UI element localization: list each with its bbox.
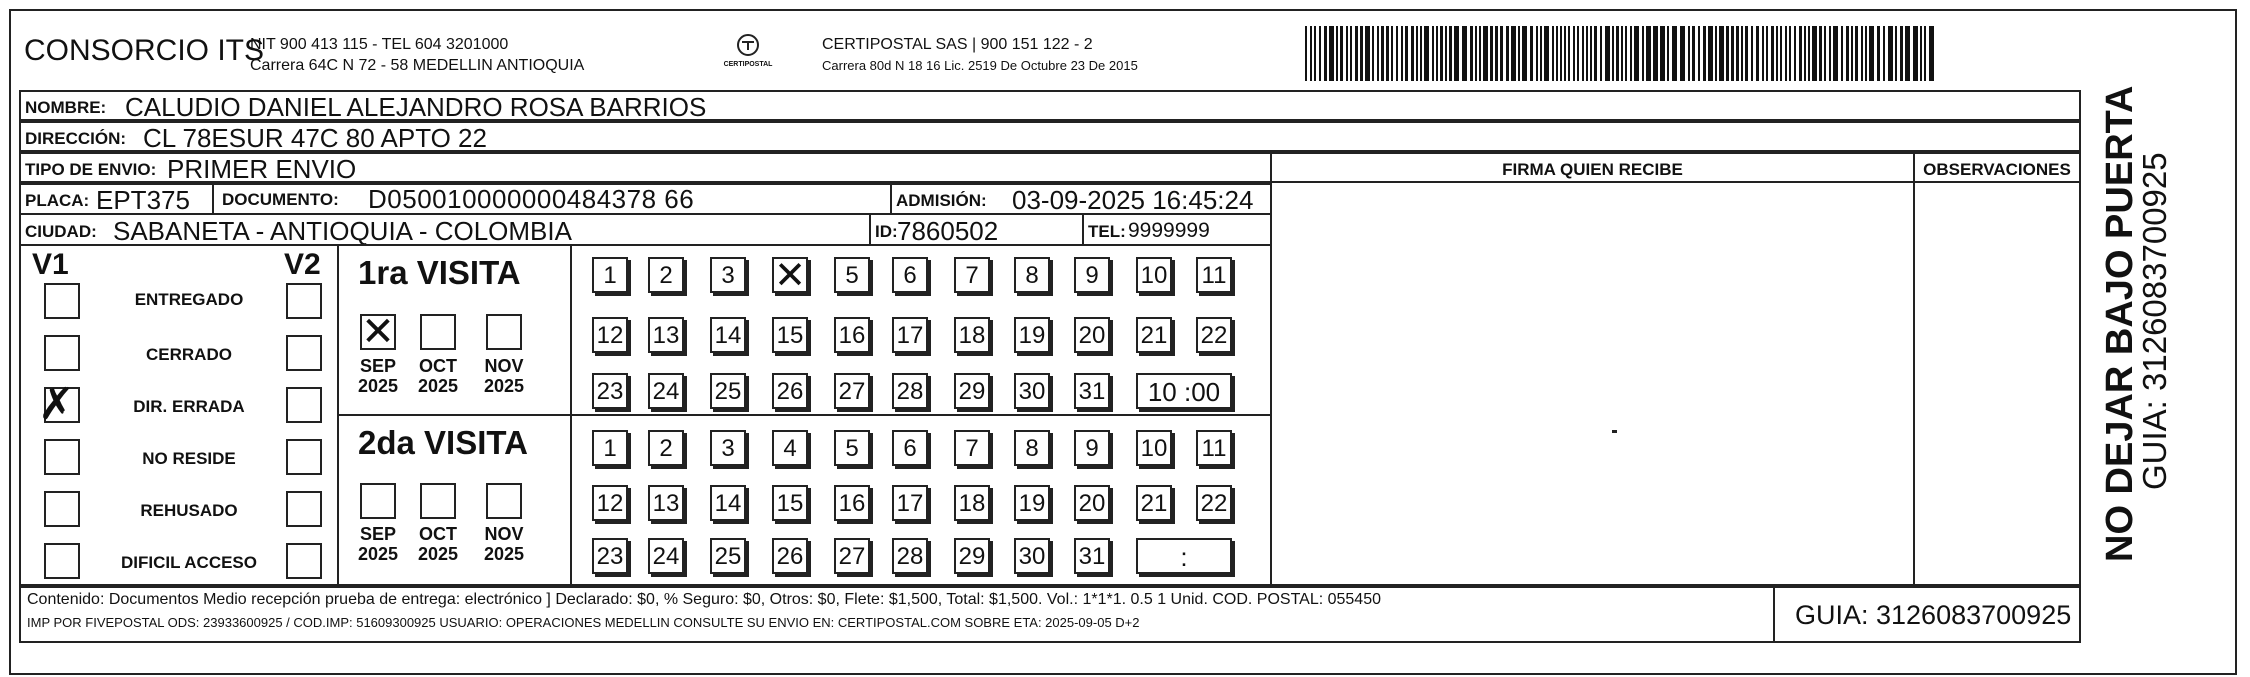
visit-1-day-26[interactable]: 26: [772, 373, 808, 409]
visit-2-month-nov-label: NOV 2025: [483, 524, 525, 564]
barcode-bar: [1564, 26, 1566, 81]
barcode-bar: [1646, 26, 1651, 81]
tel-cell: TEL: 9999999: [1082, 213, 1272, 246]
visit-1-day-2[interactable]: 2: [648, 257, 684, 293]
status-label-dificil-acceso: DIFICIL ACCESO: [120, 553, 257, 572]
barcode-bar: [1495, 26, 1498, 81]
barcode-bar: [1855, 26, 1858, 81]
footer-guia: GUIA: 3126083700925: [1795, 600, 2072, 630]
barcode-bar: [1401, 26, 1403, 81]
barcode-bar: [1329, 26, 1334, 81]
barcode-bar: [1440, 26, 1443, 81]
visit-1-day-check-mark: ✕: [774, 253, 806, 297]
barcode-bar: [1819, 26, 1822, 81]
barcode-bar: [1405, 26, 1408, 81]
visit-2-day-25[interactable]: 25: [710, 538, 746, 574]
visit-1-month-sep-label: SEP 2025: [357, 356, 399, 396]
visit-1-day-11[interactable]: 11: [1196, 257, 1232, 293]
barcode-bar: [1776, 26, 1778, 81]
barcode-bar: [1582, 26, 1584, 81]
visit-1-day-23[interactable]: 23: [592, 373, 628, 409]
visit-2-day-7[interactable]: 7: [954, 430, 990, 466]
footer-line-1: Contenido: Documentos Medio recepción prueba de entrega: electrónico ] Declarado: $0, % Seguro: $0, Otros: $0, Flete: $1,500, Total: $1,500. Vol.: 1*1*1. 0.5 1 Unid. COD. POSTAL: 055450: [27, 591, 1381, 608]
barcode-bar: [1653, 26, 1658, 81]
visit-1-day-22[interactable]: 22: [1196, 317, 1232, 353]
barcode-bar: [1621, 26, 1623, 81]
nit-line: NIT 900 413 115 - TEL 604 3201000: [250, 36, 509, 53]
visit-2-title: 2da VISITA: [358, 424, 528, 461]
barcode-bar: [1573, 26, 1575, 81]
address-line: Carrera 64C N 72 - 58 MEDELLIN ANTIOQUIA: [250, 57, 585, 74]
visit-2-day-15[interactable]: 15: [772, 485, 808, 521]
barcode-bar: [1500, 26, 1503, 81]
barcode-bar: [1698, 26, 1700, 81]
barcode-bar: [1518, 26, 1520, 81]
direccion-value: CL 78ESUR 47C 80 APTO 22: [143, 123, 487, 153]
barcode-bar: [1680, 26, 1685, 81]
barcode-bar: [1751, 26, 1753, 81]
barcode-bar: [1865, 26, 1867, 81]
firma-panel: [1270, 152, 1915, 586]
visit-2-day-5[interactable]: 5: [834, 430, 870, 466]
barcode-bar: [1877, 26, 1880, 81]
v1-checkbox-no-reside[interactable]: [44, 439, 80, 475]
side-guia: GUIA: 3126083700925: [2136, 152, 2173, 490]
visit-1-day-10[interactable]: 10: [1136, 257, 1172, 293]
visit-1-day-25[interactable]: 25: [710, 373, 746, 409]
id-cell: ID: 7860502: [869, 213, 1084, 246]
barcode-bar: [1766, 26, 1768, 81]
barcode-bar: [1360, 26, 1363, 81]
barcode-bar: [1736, 26, 1739, 81]
barcode-bar: [1381, 26, 1384, 81]
visit-1-day-6[interactable]: 6: [892, 257, 928, 293]
barcode-bar: [1799, 26, 1802, 81]
barcode-bar: [1895, 26, 1897, 81]
v2-checkbox-dir-errada[interactable]: [286, 387, 322, 423]
visit-1-day-14[interactable]: 14: [710, 317, 746, 353]
visit-2-day-2[interactable]: 2: [648, 430, 684, 466]
visit-1-day-7[interactable]: 7: [954, 257, 990, 293]
barcode-bar: [1544, 26, 1549, 81]
visit-1-day-17[interactable]: 17: [892, 317, 928, 353]
visit-1-day-16[interactable]: 16: [834, 317, 870, 353]
status-label-dir-errada: DIR. ERRADA: [133, 397, 245, 416]
footer-line-2: IMP POR FIVEPOSTAL ODS: 23933600925 / COD.IMP: 51609300925 USUARIO: OPERACIONES MEDELLIN CONSULTE SU ENVIO EN: CERTIPOSTAL.COM SOBRE ETA: 2025-09-05 D+2: [27, 615, 1140, 630]
barcode-bar: [1552, 26, 1554, 81]
tipo-value: PRIMER ENVIO: [167, 154, 357, 184]
barcode-bar: [1612, 26, 1614, 81]
visit-2-day-23[interactable]: 23: [592, 538, 628, 574]
visit-1-day-3[interactable]: 3: [710, 257, 746, 293]
barcode-bar: [1726, 26, 1729, 81]
v2-checkbox-dificil-acceso[interactable]: [286, 543, 322, 579]
barcode-bar: [1365, 26, 1370, 81]
visit-1-day-15[interactable]: 15: [772, 317, 808, 353]
barcode-bar: [1756, 26, 1759, 81]
barcode-bar: [1470, 26, 1473, 81]
visit-2-day-27[interactable]: 27: [834, 538, 870, 574]
visit-1-title: 1ra VISITA: [358, 254, 521, 291]
visit-1-time-box[interactable]: 10 :00: [1136, 373, 1232, 409]
barcode-bar: [1590, 26, 1592, 81]
ciudad-value: SABANETA - ANTIOQUIA - COLOMBIA: [113, 216, 572, 246]
barcode-bar: [1319, 26, 1321, 81]
documento-label: DOCUMENTO:: [222, 190, 339, 209]
documento-value: D050010000000484378 66: [368, 184, 695, 214]
barcode-bar: [1808, 26, 1810, 81]
barcode-bar: [1530, 26, 1533, 81]
barcode-bar: [1883, 26, 1885, 81]
barcode-bar: [1846, 26, 1849, 81]
visit-2-day-16[interactable]: 16: [834, 485, 870, 521]
certipostal-line-2: Carrera 80d N 18 16 Lic. 2519 De Octubre 23 De 2015: [822, 58, 1138, 73]
visit-2-month-oct-label: OCT 2025: [417, 524, 459, 564]
visit-1-day-8[interactable]: 8: [1014, 257, 1050, 293]
visit-2-month-oct-checkbox[interactable]: [420, 483, 456, 519]
barcode-bar: [1336, 26, 1338, 81]
barcode-bar: [1536, 26, 1538, 81]
barcode-bar: [1929, 26, 1934, 81]
visit-2-day-12[interactable]: 12: [592, 485, 628, 521]
barcode-bar: [1708, 26, 1713, 81]
barcode-bar: [1660, 26, 1665, 81]
visit-2-day-8[interactable]: 8: [1014, 430, 1050, 466]
visit-2-day-1[interactable]: 1: [592, 430, 628, 466]
barcode-bar: [1560, 26, 1562, 81]
barcode-bar: [1424, 26, 1429, 81]
direccion-row: DIRECCIÓN: CL 78ESUR 47C 80 APTO 22: [19, 121, 2081, 152]
visit-2-day-28[interactable]: 28: [892, 538, 928, 574]
status-label-rehusado: REHUSADO: [140, 501, 238, 520]
barcode-bar: [1829, 26, 1831, 81]
barcode-bar: [1490, 26, 1493, 81]
status-label-cerrado: CERRADO: [146, 345, 232, 364]
barcode-bar: [1672, 26, 1677, 81]
barcode-bar: [1762, 26, 1764, 81]
barcode-bar: [1568, 26, 1570, 81]
v2-checkbox-entregado[interactable]: [286, 283, 322, 319]
barcode-bar: [1625, 26, 1627, 81]
nombre-row: NOMBRE: CALUDIO DANIEL ALEJANDRO ROSA BARRIOS: [19, 90, 2081, 121]
barcode-bar: [1324, 26, 1327, 81]
barcode-bar: [1731, 26, 1734, 81]
barcode-bar: [1506, 26, 1509, 81]
barcode-bar: [1900, 26, 1903, 81]
visit-2-day-18[interactable]: 18: [954, 485, 990, 521]
v1-checkbox-dificil-acceso[interactable]: [44, 543, 80, 579]
v1-label: V1: [32, 248, 69, 281]
barcode-bar: [1577, 26, 1579, 81]
observaciones-header: OBSERVACIONES: [1913, 152, 2081, 183]
barcode-bar: [1411, 26, 1414, 81]
visit-1-day-20[interactable]: 20: [1074, 317, 1110, 353]
ciudad-row: CIUDAD: SABANETA - ANTIOQUIA - COLOMBIA: [19, 213, 1272, 246]
barcode-bar: [1667, 26, 1669, 81]
barcode-bar: [1785, 26, 1787, 81]
barcode-bar: [1396, 26, 1398, 81]
barcode-bar: [1630, 26, 1632, 81]
barcode-bar: [1386, 26, 1389, 81]
status-label-no-reside: NO RESIDE: [142, 449, 236, 468]
barcode-bar: [1436, 26, 1438, 81]
visit-1-day-27[interactable]: 27: [834, 373, 870, 409]
barcode-bar: [1416, 26, 1418, 81]
barcode-bar: [1869, 26, 1874, 81]
tel-value: 9999999: [1128, 219, 1210, 242]
barcode-bar: [1688, 26, 1690, 81]
visit-1-month-nov-label: NOV 2025: [483, 356, 525, 396]
barcode-bar: [1780, 26, 1782, 81]
visit-2-day-31[interactable]: 31: [1074, 538, 1110, 574]
visit-2-day-13[interactable]: 13: [648, 485, 684, 521]
barcode-bar: [1445, 26, 1447, 81]
visit-1-day-19[interactable]: 19: [1014, 317, 1050, 353]
barcode-bar: [1634, 26, 1639, 81]
v1-checkbox-entregado[interactable]: [44, 283, 80, 319]
visit-2-day-14[interactable]: 14: [710, 485, 746, 521]
visit-2-time-box[interactable]: :: [1136, 538, 1232, 574]
visit-2-day-29[interactable]: 29: [954, 538, 990, 574]
visit-1-month-nov-checkbox[interactable]: [486, 314, 522, 350]
visit-2-day-22[interactable]: 22: [1196, 485, 1232, 521]
v2-label: V2: [284, 248, 321, 281]
visit-1-day-1[interactable]: 1: [592, 257, 628, 293]
barcode-bar: [1372, 26, 1374, 81]
visit-1-day-29[interactable]: 29: [954, 373, 990, 409]
visit-2-day-24[interactable]: 24: [648, 538, 684, 574]
barcode-bar: [1310, 26, 1312, 81]
barcode-bar: [1719, 26, 1724, 81]
barcode-bar: [1616, 26, 1619, 81]
visit-2-month-nov-checkbox[interactable]: [486, 483, 522, 519]
barcode-bar: [1841, 26, 1843, 81]
barcode-bar: [1511, 26, 1516, 81]
visit-2-day-17[interactable]: 17: [892, 485, 928, 521]
footer-guia-cell: [1773, 586, 2081, 643]
visit-2-day-4[interactable]: 4: [772, 430, 808, 466]
barcode-bar: [1905, 26, 1910, 81]
v1-checkbox-rehusado[interactable]: [44, 491, 80, 527]
visit-1-day-21[interactable]: 21: [1136, 317, 1172, 353]
visit-2-day-9[interactable]: 9: [1074, 430, 1110, 466]
v2-checkbox-cerrado[interactable]: [286, 335, 322, 371]
barcode-bar: [1522, 26, 1527, 81]
barcode-bar: [1454, 26, 1459, 81]
certipostal-logo-icon: [735, 34, 761, 56]
barcode-bar: [1420, 26, 1422, 81]
barcode-bar: [1789, 26, 1791, 81]
certipostal-logo: CERTIPOSTAL: [720, 34, 776, 68]
visit-1-day-18[interactable]: 18: [954, 317, 990, 353]
visit-2-day-26[interactable]: 26: [772, 538, 808, 574]
barcode-bar: [1924, 26, 1926, 81]
barcode-bar: [1594, 26, 1597, 81]
barcode-bar: [1377, 26, 1379, 81]
placa-cell: PLACA: EPT375: [19, 183, 214, 215]
barcode-bar: [1794, 26, 1796, 81]
visit-2-month-sep-checkbox[interactable]: [360, 483, 396, 519]
barcode-bar: [1745, 26, 1748, 81]
barcode-bar: [1888, 26, 1893, 81]
nombre-value: CALUDIO DANIEL ALEJANDRO ROSA BARRIOS: [125, 92, 707, 122]
barcode-bar: [1586, 26, 1588, 81]
visit-2-day-3[interactable]: 3: [710, 430, 746, 466]
visit-1-day-9[interactable]: 9: [1074, 257, 1110, 293]
barcode-bar: [1600, 26, 1602, 81]
barcode-bar: [1449, 26, 1452, 81]
barcode-bar: [1920, 26, 1922, 81]
barcode-bar: [1913, 26, 1918, 81]
barcode-bar: [1462, 26, 1467, 81]
visit-2-day-11[interactable]: 11: [1196, 430, 1232, 466]
barcode-bar: [1812, 26, 1817, 81]
barcode-bar: [1475, 26, 1477, 81]
visit-1-day-30[interactable]: 30: [1014, 373, 1050, 409]
barcode-bar: [1432, 26, 1434, 81]
certipostal-line-1: CERTIPOSTAL SAS | 900 151 122 - 2: [822, 36, 1093, 53]
visit-1-day-12[interactable]: 12: [592, 317, 628, 353]
visit-1-day-13[interactable]: 13: [648, 317, 684, 353]
id-value: 7860502: [897, 216, 999, 246]
v2-checkbox-no-reside[interactable]: [286, 439, 322, 475]
barcode-bar: [1642, 26, 1644, 81]
visit-2-day-19[interactable]: 19: [1014, 485, 1050, 521]
visit-1-day-31[interactable]: 31: [1074, 373, 1110, 409]
admision-value: 03-09-2025 16:45:24: [1012, 185, 1254, 215]
barcode-bar: [1483, 26, 1488, 81]
v1-check-mark: ✗: [38, 379, 75, 430]
side-warning: NO DEJAR BAJO PUERTA: [2099, 85, 2141, 562]
visit-2-month-sep-label: SEP 2025: [357, 524, 399, 564]
status-label-entregado: ENTREGADO: [134, 290, 244, 309]
barcode-bar: [1305, 26, 1307, 81]
barcode-bar: [1824, 26, 1826, 81]
barcode-bar: [1556, 26, 1558, 81]
visit-2-day-30[interactable]: 30: [1014, 538, 1050, 574]
barcode-bar: [1703, 26, 1706, 81]
barcode-bar: [1314, 26, 1316, 81]
visit-1-day-28[interactable]: 28: [892, 373, 928, 409]
barcode-icon: [1305, 26, 1937, 81]
barcode-bar: [1346, 26, 1348, 81]
admision-cell: ADMISIÓN: 03-09-2025 16:45:24: [890, 183, 1272, 215]
visit-2-day-21[interactable]: 21: [1136, 485, 1172, 521]
barcode-bar: [1833, 26, 1838, 81]
barcode-bar: [1355, 26, 1358, 81]
v1-checkbox-cerrado[interactable]: [44, 335, 80, 371]
barcode-bar: [1851, 26, 1853, 81]
visit-1-month-oct-label: OCT 2025: [417, 356, 459, 396]
visit-1-month-oct-checkbox[interactable]: [420, 314, 456, 350]
visit-2-day-20[interactable]: 20: [1074, 485, 1110, 521]
barcode-bar: [1715, 26, 1717, 81]
barcode-bar: [1340, 26, 1343, 81]
barcode-bar: [1479, 26, 1481, 81]
visit-2-day-6[interactable]: 6: [892, 430, 928, 466]
v2-checkbox-rehusado[interactable]: [286, 491, 322, 527]
barcode-bar: [1861, 26, 1863, 81]
barcode-bar: [1540, 26, 1542, 81]
company-name: CONSORCIO ITS: [24, 34, 265, 67]
visit-2-day-10[interactable]: 10: [1136, 430, 1172, 466]
barcode-bar: [1741, 26, 1743, 81]
barcode-bar: [1350, 26, 1352, 81]
barcode-bar: [1692, 26, 1695, 81]
barcode-bar: [1771, 26, 1774, 81]
placa-value: EPT375: [96, 185, 190, 215]
barcode-bar: [1804, 26, 1806, 81]
tipo-row: TIPO DE ENVIO: PRIMER ENVIO: [19, 152, 1272, 183]
barcode-bar: [1391, 26, 1393, 81]
visit-1-month-check-mark: ✕: [361, 309, 395, 355]
firma-header: FIRMA QUIEN RECIBE: [1270, 152, 1915, 183]
signature-mark: [1612, 430, 1617, 433]
visit-1-day-24[interactable]: 24: [648, 373, 684, 409]
visit-1-day-5[interactable]: 5: [834, 257, 870, 293]
barcode-bar: [1605, 26, 1610, 81]
